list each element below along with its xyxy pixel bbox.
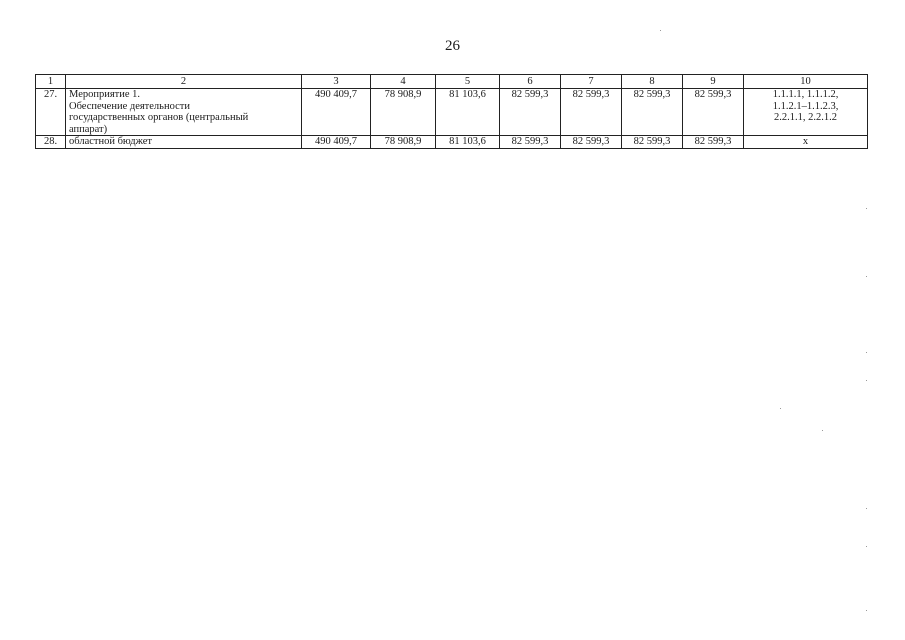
scan-speck bbox=[866, 380, 867, 381]
value-cell: 78 908,9 bbox=[371, 136, 436, 149]
reference-line: 1.1.2.1–1.1.2.3, bbox=[772, 100, 839, 112]
value-cell: 82 599,3 bbox=[683, 136, 744, 149]
scan-speck bbox=[660, 30, 661, 31]
value-cell: 78 908,9 bbox=[371, 89, 436, 136]
reference-cell bbox=[744, 136, 868, 149]
value-cell: 82 599,3 bbox=[683, 89, 744, 136]
row-number: 27. bbox=[36, 89, 66, 136]
row-name-line: государственных органов (центральный bbox=[69, 112, 249, 123]
value-cell: 81 103,6 bbox=[436, 89, 500, 136]
value-cell: 82 599,3 bbox=[561, 89, 622, 136]
row-name-line: Мероприятие 1. bbox=[69, 89, 141, 100]
value-cell: 82 599,3 bbox=[622, 136, 683, 149]
value-cell: 490 409,7 bbox=[302, 89, 371, 136]
scan-speck bbox=[866, 508, 867, 509]
scan-speck bbox=[822, 430, 823, 431]
row-name bbox=[66, 89, 302, 136]
row-name-line: Обеспечение деятельности bbox=[69, 100, 190, 112]
value-cell: 81 103,6 bbox=[436, 136, 500, 149]
table-row bbox=[36, 89, 868, 136]
table-row bbox=[36, 136, 868, 149]
value-cell: 82 599,3 bbox=[500, 136, 561, 149]
column-header: 9 bbox=[683, 75, 744, 89]
reference-line: x bbox=[802, 136, 809, 147]
column-header: 4 bbox=[371, 75, 436, 89]
reference-line: 1.1.1.1, 1.1.1.2, bbox=[772, 89, 839, 100]
row-name bbox=[66, 136, 302, 149]
column-header: 10 bbox=[744, 75, 868, 89]
column-header: 6 bbox=[500, 75, 561, 89]
column-header: 3 bbox=[302, 75, 371, 89]
row-name-line: аппарат) bbox=[69, 123, 108, 135]
table-header-row bbox=[36, 75, 868, 89]
value-cell: 490 409,7 bbox=[302, 136, 371, 149]
page-number: 26 bbox=[445, 38, 460, 54]
scan-speck bbox=[866, 208, 867, 209]
reference-cell bbox=[744, 89, 868, 136]
value-cell: 82 599,3 bbox=[500, 89, 561, 136]
value-cell: 82 599,3 bbox=[561, 136, 622, 149]
column-header: 5 bbox=[436, 75, 500, 89]
row-name-line: областной бюджет bbox=[69, 136, 152, 147]
scan-speck bbox=[866, 546, 867, 547]
scan-speck bbox=[866, 352, 867, 353]
scan-speck bbox=[866, 610, 867, 611]
column-header: 8 bbox=[622, 75, 683, 89]
budget-table bbox=[35, 74, 868, 149]
row-number: 28. bbox=[36, 136, 66, 149]
scan-speck bbox=[866, 276, 867, 277]
column-header: 2 bbox=[66, 75, 302, 89]
column-header: 7 bbox=[561, 75, 622, 89]
column-header: 1 bbox=[36, 75, 66, 89]
reference-line: 2.2.1.1, 2.2.1.2 bbox=[774, 112, 837, 123]
value-cell: 82 599,3 bbox=[622, 89, 683, 136]
scan-speck bbox=[780, 408, 781, 409]
